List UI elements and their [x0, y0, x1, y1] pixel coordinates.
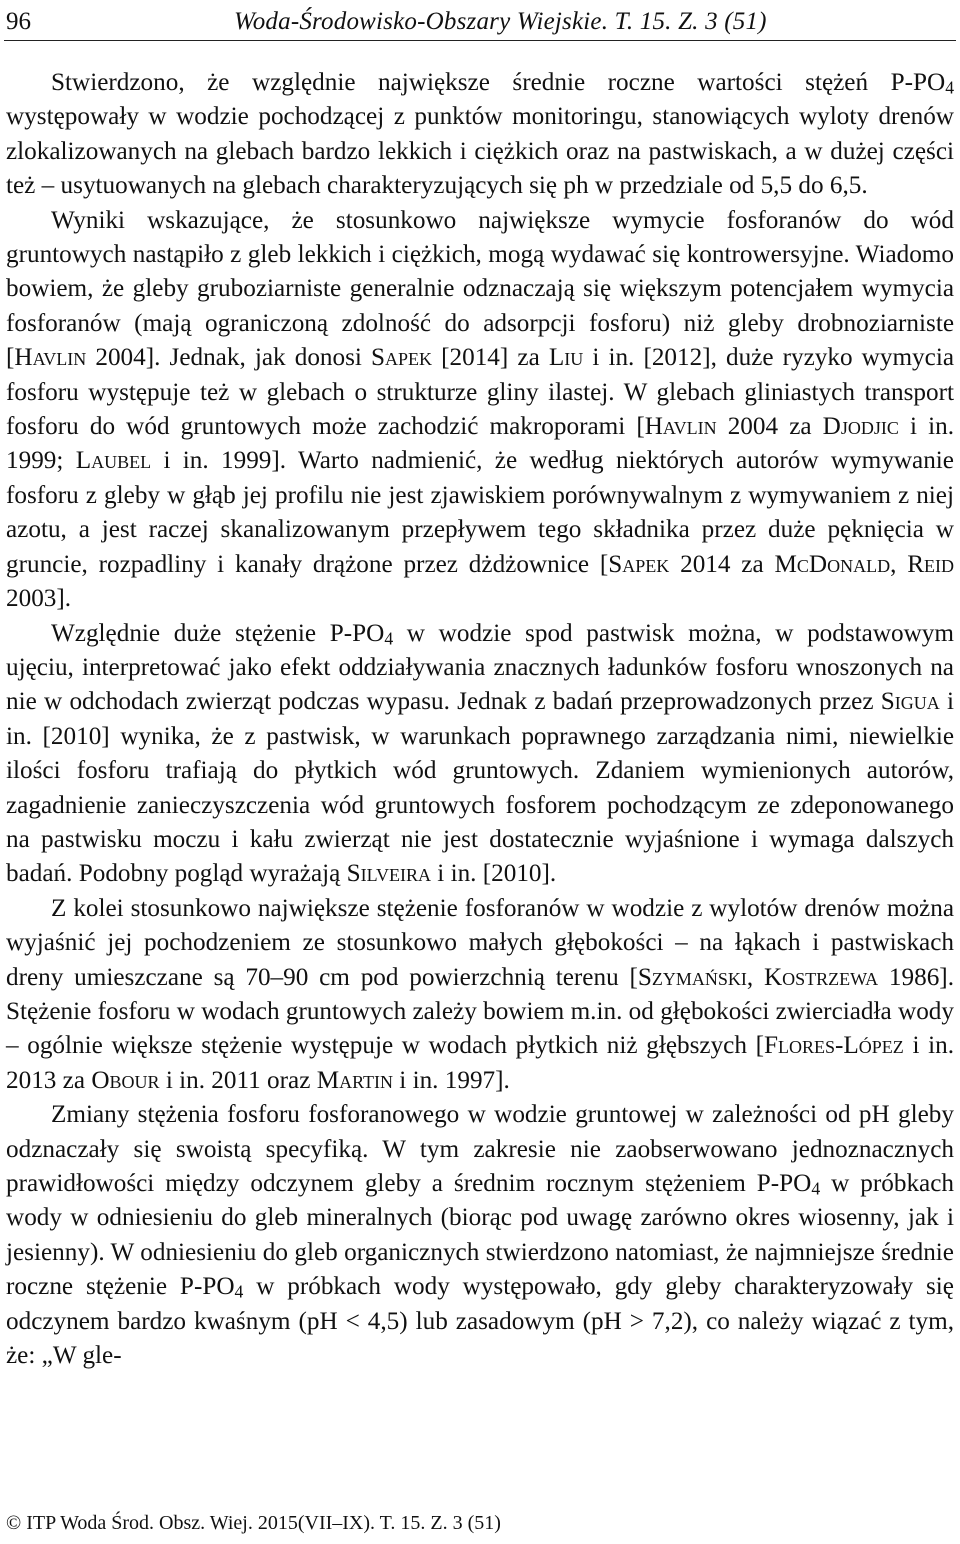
paragraph-1	[6, 66, 954, 204]
text-run: Stwierdzono, że względnie największe średnie roczne wartości stężeń P-PO	[51, 69, 946, 96]
text-run: i in. [2010] wynika, że z pastwisk, w warunkach poprawnego zarządzania nimi, niewielkie ilości fosforu trafiają do płytkich wód gruntowych. Zdaniem wymienionych autorów, zagadnienie zanieczyszczenia wód gruntowych fosforem pochodzącym ze zdeponowanego na pastwisku moczu i kału zwierząt nie jest dostatecznie wyjaśnione i wymaga dalszych badań. Podobny pogląd wyrażają	[6, 688, 955, 888]
author-name: Liu	[548, 344, 584, 372]
text-run: [2014] za	[432, 344, 549, 372]
text-run: Z kolei stosunkowo największe stężenie fosforanów w wodzie z wylotów drenów można wyjaśnić jej pochodzeniem ze stosunkowo małych głębokości – na łąkach i pastwiskach dreny umieszczane są 70–90 cm pod powierzchnią terenu [	[6, 894, 954, 991]
text-run: w wodzie spod pastwisk można, w podstawowym ujęciu, interpretować jako efekt oddziaływania znacznych ładunków fosforu wnoszonych na nie w odchodach zwierząt podczas wypasu. Jednak z badań przeprowadzonych przez	[6, 619, 954, 716]
page-number: 96	[6, 8, 31, 35]
text-run: Względnie duże stężenie P-PO	[51, 619, 385, 647]
text-run: 2003].	[6, 585, 72, 613]
author-name: Kostrzewa	[763, 963, 879, 991]
text-run: 2014 za	[669, 550, 775, 578]
author-name: Djodjic	[822, 413, 899, 441]
subscript: 4	[811, 1178, 821, 1199]
text-run: i in. 1999;	[6, 413, 954, 475]
paragraph-4	[6, 892, 954, 1098]
text-run: i in. 2011 oraz	[159, 1066, 317, 1094]
text-run: ,	[890, 550, 908, 578]
journal-title: Woda-Środowisko-Obszary Wiejskie. T. 15. Z. 3 (51)	[234, 8, 767, 35]
body-text	[6, 66, 954, 1373]
subscript: 4	[945, 77, 954, 98]
author-name: Sapek	[371, 344, 433, 372]
author-name: Havlin	[644, 413, 717, 441]
text-run: 2004]. Jednak, jak donosi	[86, 344, 372, 372]
text-run: i in. [2010].	[430, 860, 557, 888]
author-name: McDonald	[774, 550, 891, 578]
author-name: Flores-López	[764, 1032, 904, 1060]
author-name: Obour	[91, 1066, 160, 1094]
text-run: ,	[746, 963, 764, 991]
author-name: Havlin	[14, 344, 87, 372]
text-run: Wyniki wskazujące, że stosunkowo największe wymycie fosforanów do wód gruntowych nastąpiło z gleb lekkich i ciężkich, mogą wydawać się kontrowersyjne. Wiadomo bowiem, że gleby gruboziarniste generalnie odznaczają się większym potencjałem wymycia fosforanów (mają ograniczoną zdolność do adsorpcji fosforu) niż gleby drobnoziarniste [	[6, 206, 954, 372]
author-name: Silveira	[346, 860, 431, 888]
text-run: i in. 1997].	[393, 1066, 510, 1094]
text-run: i in. 2013 za	[6, 1032, 954, 1094]
text-run: Zmiany stężenia fosforu fosforanowego w wodzie gruntowej w zależności od pH gleby odznaczały się swoistą specyfiką. W tym zakresie nie zaobserwowano jednoznacznych prawidłowości między odczynem gleby a średnim rocznym stężeniem P-PO	[6, 1101, 954, 1197]
author-name: Sapek	[608, 550, 670, 578]
author-name: Martin	[316, 1066, 393, 1094]
paragraph-3	[6, 617, 954, 892]
author-name: Szymański	[637, 963, 747, 991]
text-run: występowały w wodzie pochodzącej z punktów monitoringu, stanowiących wyloty drenów zlokalizowanych na glebach bardzo lekkich i ciężkich oraz na pastwiskach, a w dużej części też – usytuowanych na glebach charakteryzujących się ph w przedziale od 5,5 do 6,5.	[6, 103, 954, 200]
author-name: Laubel	[75, 447, 152, 475]
text-run: w próbkach wody w odniesieniu do gleb mineralnych (biorąc pod uwagę zarówno okres wiosenny, jak i jesienny). W odniesieniu do gleb organicznych stwierdzono natomiast, że najmniejsze średnie roczne stężenie P-PO	[6, 1170, 955, 1301]
text-run: i in. 1999]. Warto nadmienić, że według niektórych autorów wymywanie fosforu z gleby w głąb jej profilu nie jest zjawiskiem porównywalnym z wymywaniem z niej azotu, a jest raczej skanalizowanym przepływem tego składnika przez duże pęknięcia w gruncie, rozpadliny i kanały drążone przez dżdżownice [	[6, 447, 954, 578]
subscript: 4	[234, 1281, 244, 1302]
text-run: 1986]. Stężenie fosforu w wodach gruntowych zależy bowiem m.in. od głębokości zwierciadła wody – ogólnie większe stężenie występuje w wodach płytkich niż głębszych [	[6, 963, 954, 1060]
copyright-footer: © ITP Woda Środ. Obsz. Wiej. 2015(VII–IX). T. 15. Z. 3 (51)	[6, 1512, 501, 1534]
paragraph-5	[6, 1098, 954, 1373]
subscript: 4	[384, 628, 394, 649]
author-name: Reid	[907, 550, 954, 578]
running-header	[4, 4, 956, 41]
text-run: 2004 za	[716, 413, 823, 441]
text-run: i in. [2012], duże ryzyko wymycia fosforu występuje też w glebach o strukturze gliny ilastej. W glebach gliniastych transport fosforu do wód gruntowych może zachodzić makroporami [	[6, 344, 955, 441]
text-run: w próbkach wody występowało, gdy gleby charakteryzowały się odczynem bardzo kwaśnym (pH < 4,5) lub zasadowym (pH > 7,2), co należy wiązać z tym, że: „W gle-	[6, 1273, 954, 1370]
paragraph-2	[6, 204, 954, 617]
author-name: Sigua	[880, 688, 940, 716]
